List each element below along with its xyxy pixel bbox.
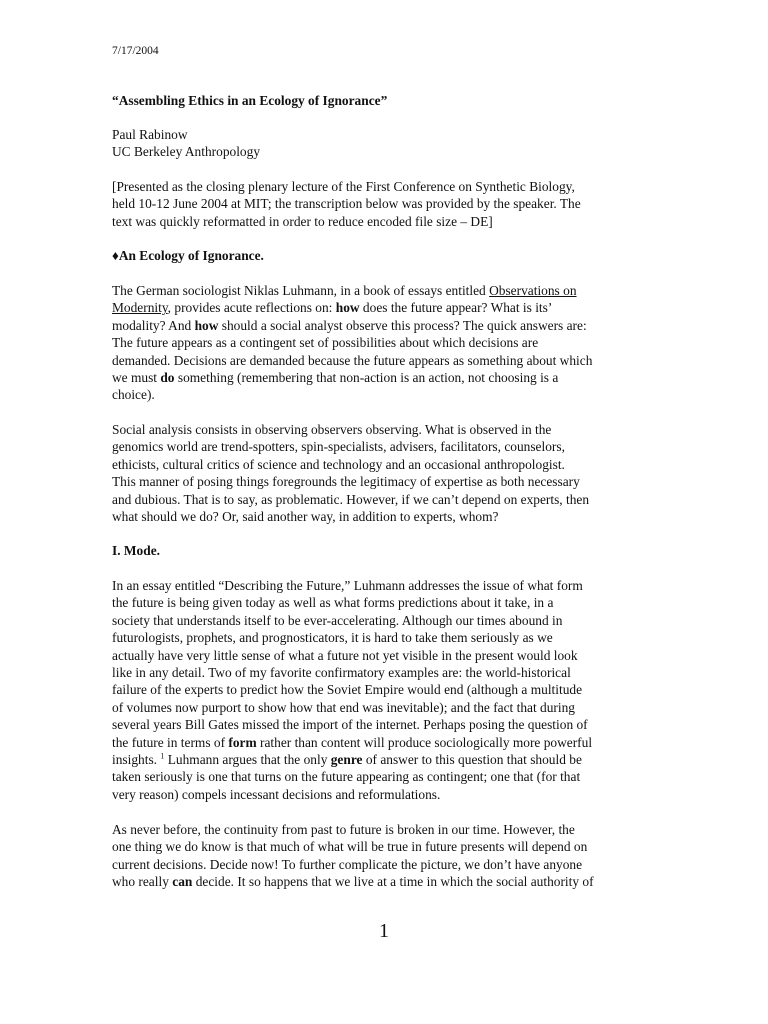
paragraph-line: very reason) compels incessant decisions and reformulations. — [112, 786, 441, 802]
paragraph-line: the future in terms of form rather than content will produce sociologically more powerful — [112, 734, 593, 750]
paragraph-line: The German sociologist Niklas Luhmann, in a book of essays entitled Observations on — [112, 283, 577, 298]
note-line: held 10-12 June 2004 at MIT; the transcription below was provided by the speaker. The — [112, 196, 581, 212]
author-name: Paul Rabinow — [112, 127, 188, 142]
section-heading-mode: I. Mode. — [112, 543, 160, 558]
paragraph-line: and dubious. That is to say, as problematic. However, if we can’t depend on experts, then — [112, 491, 590, 507]
emphasis-genre: genre — [330, 752, 363, 768]
paragraph-social-analysis — [112, 421, 660, 525]
document-date: 7/17/2004 — [112, 45, 159, 57]
paragraph-line: futurologists, prophets, and prognosticators, it is hard to take them seriously as we — [112, 630, 553, 646]
paragraph-line: taken seriously is one that turns on the future appearing as contingent; one that (for that — [112, 769, 581, 785]
emphasis-form: form — [228, 734, 257, 750]
paragraph-line: of volumes now purport to show how that end was inevitable); and the fact that during — [112, 699, 575, 715]
diamond-bullet-icon: ♦ — [112, 248, 119, 263]
paragraph-line: In an essay entitled “Describing the Future,” Luhmann addresses the issue of what form — [112, 578, 583, 593]
paragraph-line: failure of the experts to predict how the Soviet Empire would end (although a multitude — [112, 682, 583, 698]
paragraph-line: current decisions. Decide now! To further complicate the picture, we don’t have anyone — [112, 856, 583, 872]
emphasis-how: how — [194, 317, 219, 333]
title-text: “Assembling Ethics in an Ecology of Ignorance” — [112, 93, 388, 108]
paragraph-line: Modernity, provides acute reflections on: how does the future appear? What is its’ — [112, 300, 553, 316]
paragraph-line: actually have very little sense of what a future not yet visible in the present would look — [112, 647, 578, 663]
section-heading-text: An Ecology of Ignorance. — [118, 248, 264, 263]
paragraph-line: modality? And how should a social analyst observe this process? The quick answers are: — [112, 317, 587, 333]
author-block — [112, 126, 660, 161]
author-affiliation: UC Berkeley Anthropology — [112, 144, 261, 160]
paragraph-line: As never before, the continuity from past to future is broken in our time. However, the — [112, 822, 575, 837]
paragraph-line: who really can decide. It so happens that we live at a time in which the social authority of — [112, 874, 594, 890]
paragraph-line: genomics world are trend-spotters, spin-specialists, advisers, facilitators, counselors, — [112, 439, 565, 455]
section-heading-ecology — [112, 247, 660, 264]
paragraph-continuity — [112, 821, 660, 891]
paragraph-line: ethicists, cultural critics of science and technology and an occasional anthropologist. — [112, 456, 565, 472]
paragraph-line: choice). — [112, 387, 155, 403]
presentation-note — [112, 178, 660, 230]
book-title-part: Observations on — [489, 283, 577, 298]
paragraph-line: what should we do? Or, said another way, in addition to experts, whom? — [112, 509, 499, 525]
emphasis-do: do — [160, 370, 175, 386]
paragraph-line: The future appears as a contingent set of possibilities about which decisions are — [112, 335, 539, 351]
paragraph-line: society that understands itself to be ever-accelerating. Although our times abound in — [112, 612, 563, 628]
document-title — [112, 92, 660, 109]
book-title-part: Modernity — [112, 300, 168, 316]
paragraph-line: insights. $^1$ Luhmann argues that the only genre of answer to this question that should be — [112, 751, 582, 768]
emphasis-how: how — [335, 300, 360, 316]
paragraph-line: This manner of posing things foregrounds the legitimacy of expertise as both necessary — [112, 474, 580, 490]
paragraph-line: the future is being given today as well as what forms predictions about it take, in a — [112, 595, 554, 611]
note-line: text was quickly reformatted in order to reduce encoded file size – DE] — [112, 213, 493, 229]
paragraph-line: like in any detail. Two of my favorite confirmatory examples are: the world-historical — [112, 665, 571, 681]
paragraph-luhmann-intro — [112, 282, 660, 404]
footnote-marker[interactable]: 1 — [160, 751, 165, 761]
note-line: [Presented as the closing plenary lecture of the First Conference on Synthetic Biology, — [112, 179, 575, 194]
paragraph-line: one thing we do know is that much of what will be true in future presents will depend on — [112, 839, 588, 855]
paragraph-line: Social analysis consists in observing observers observing. What is observed in the — [112, 422, 552, 437]
paragraph-describing-future — [112, 577, 660, 803]
page-number: 1 — [379, 920, 389, 942]
paragraph-line: several years Bill Gates missed the import of the internet. Perhaps posing the question of — [112, 717, 588, 733]
emphasis-can: can — [172, 874, 193, 890]
paragraph-line: demanded. Decisions are demanded because the future appears as something about which — [112, 352, 593, 368]
paragraph-line: we must do something (remembering that non-action is an action, not choosing is a — [112, 370, 559, 386]
